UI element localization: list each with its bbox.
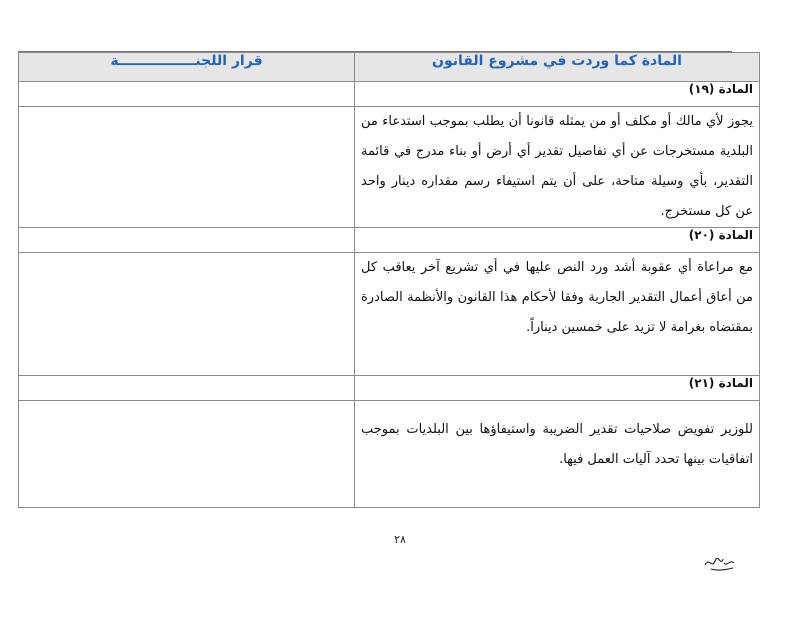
article-label: المادة (٢٠) <box>355 228 760 253</box>
signature-icon <box>703 551 737 573</box>
decision-cell <box>19 401 355 508</box>
article-text: للوزير تفويض صلاحيات تقدير الضريبة واستيفاؤها بين البلديات بموجب اتفاقيات بينها تحدد آليات العمل فيها. <box>355 401 760 508</box>
decision-column-header: قرار اللجنــــــــــــــــة <box>19 53 355 82</box>
article-label-row <box>19 82 760 107</box>
decision-cell <box>19 253 355 376</box>
article-label: المادة (٢١) <box>355 376 760 401</box>
article-text: يجوز لأي مالك أو مكلف أو من يمثله قانونا أن يطلب بموجب استدعاء من البلدية مستخرجات عن أي تفاصيل تقدير أي أرض أو بناء مدرج في قائمة التقدير، بأي وسيلة متاحة، على أن يتم استيفاء رسم مقداره دينار واحد عن كل مستخرج. <box>355 107 760 228</box>
article-body-row <box>19 107 760 228</box>
article-body-row <box>19 401 760 508</box>
articles-table <box>18 52 760 508</box>
decision-cell-empty <box>19 82 355 107</box>
table-header-row <box>19 53 760 82</box>
decision-cell-empty <box>19 376 355 401</box>
article-label-row <box>19 376 760 401</box>
article-label: المادة (١٩) <box>355 82 760 107</box>
decision-cell-empty <box>19 228 355 253</box>
article-column-header: المادة كما وردت في مشروع القانون <box>355 53 760 82</box>
article-body-row <box>19 253 760 376</box>
article-label-row <box>19 228 760 253</box>
page-number: ٢٨ <box>394 533 406 546</box>
article-text: مع مراعاة أي عقوبة أشد ورد النص عليها في أي تشريع آخر يعاقب كل من أعاق أعمال التقدير الجارية وفقا لأحكام هذا القانون والأنظمة الصادرة بمقتضاه بغرامة لا تزيد على خمسين ديناراً. <box>355 253 760 376</box>
decision-cell <box>19 107 355 228</box>
